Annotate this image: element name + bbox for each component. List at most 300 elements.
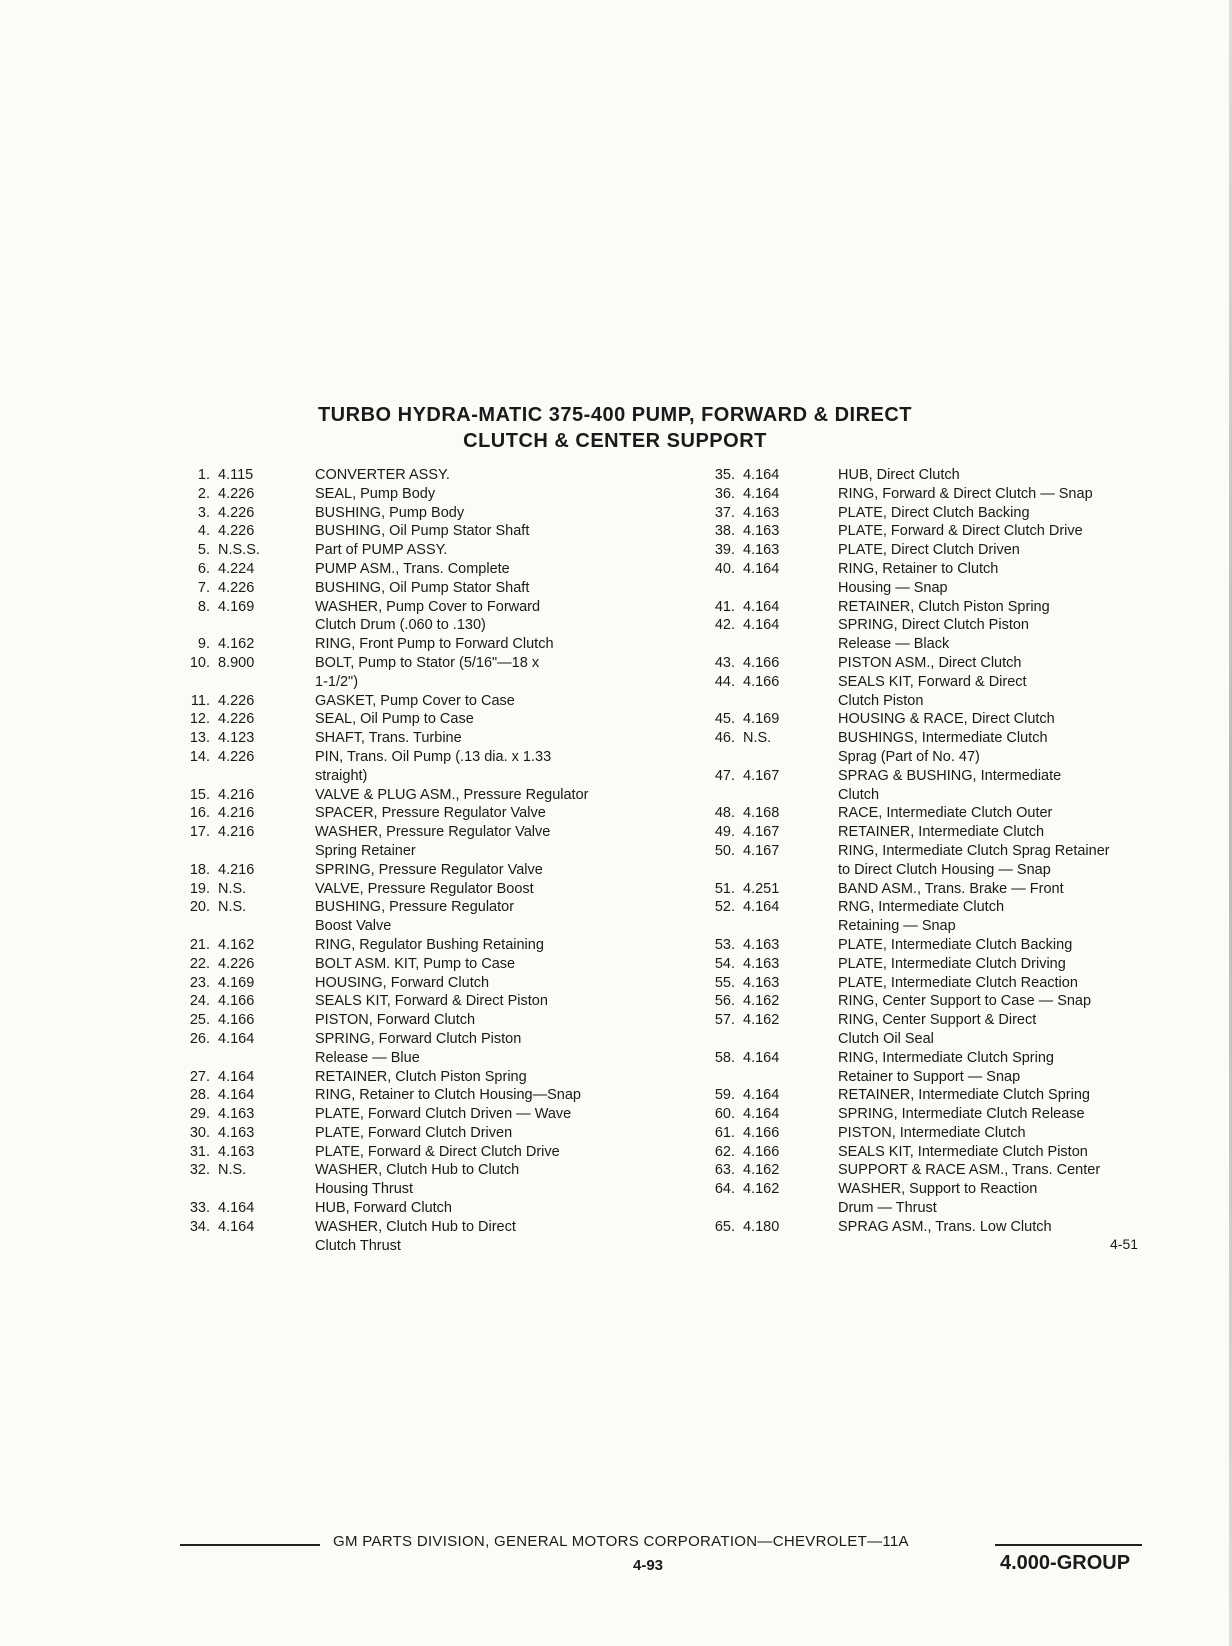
parts-list-item xyxy=(175,823,645,861)
part-description xyxy=(813,1161,1180,1180)
page-reference: 4-51 xyxy=(1110,1236,1139,1252)
description-line: HOUSING, Forward Clutch xyxy=(315,974,490,991)
part-description xyxy=(288,974,645,993)
group-code: 4.168 xyxy=(743,805,780,822)
item-number: 30. xyxy=(189,1124,210,1141)
parts-list-item xyxy=(700,616,1180,654)
part-description xyxy=(813,729,1180,767)
description-line: RETAINER, Intermediate Clutch Spring xyxy=(838,1087,1090,1104)
parts-list-item xyxy=(700,898,1180,936)
description-line: Spring Retainer xyxy=(315,842,416,859)
part-description xyxy=(288,692,645,711)
parts-list-item xyxy=(700,823,1180,842)
part-description xyxy=(288,1124,645,1143)
description-line: RING, Retainer to Clutch xyxy=(838,560,999,577)
item-number: 47. xyxy=(714,767,735,784)
item-number: 51. xyxy=(714,880,735,897)
group-code: 4.164 xyxy=(218,1087,255,1104)
part-description xyxy=(813,823,1180,842)
group-code: 4.167 xyxy=(743,842,780,859)
description-line: RETAINER, Clutch Piston Spring xyxy=(315,1068,527,1085)
description-line: RING, Intermediate Clutch Sprag Retainer xyxy=(838,842,1110,859)
footer-rule-left xyxy=(180,1544,320,1546)
part-description xyxy=(813,1180,1180,1218)
group-code: 4.162 xyxy=(218,636,255,653)
parts-list-item xyxy=(175,786,645,805)
description-line: RING, Center Support to Case — Snap xyxy=(838,993,1092,1010)
part-description xyxy=(288,541,645,560)
item-number: 37. xyxy=(714,504,735,521)
footer-group-label: 4.000-GROUP xyxy=(1000,1552,1131,1574)
parts-list-item xyxy=(175,654,645,692)
parts-list-item xyxy=(700,504,1180,523)
item-number: 28. xyxy=(189,1087,210,1104)
group-code: 4.166 xyxy=(743,1124,780,1141)
group-code: 4.163 xyxy=(743,542,780,559)
part-description xyxy=(813,898,1180,936)
description-line: SEALS KIT, Forward & Direct Piston xyxy=(315,993,548,1010)
part-description xyxy=(288,1105,645,1124)
group-code: 4.226 xyxy=(218,523,255,540)
item-number: 49. xyxy=(714,824,735,841)
parts-list-item xyxy=(700,560,1180,598)
description-line: WASHER, Support to Reaction xyxy=(838,1181,1038,1198)
item-number: 17. xyxy=(189,824,210,841)
description-line: RETAINER, Clutch Piston Spring xyxy=(838,598,1050,615)
parts-list-item xyxy=(175,804,645,823)
description-line: BOLT, Pump to Stator (5/16"—18 x xyxy=(315,654,540,671)
description-line: PLATE, Forward & Direct Clutch Drive xyxy=(315,1143,560,1160)
parts-list-item xyxy=(175,880,645,899)
group-code: 4.115 xyxy=(218,467,254,483)
description-line: Sprag (Part of No. 47) xyxy=(838,748,980,765)
part-description xyxy=(813,992,1180,1011)
parts-list-item xyxy=(700,710,1180,729)
parts-list-item xyxy=(175,936,645,955)
description-line: HUB, Forward Clutch xyxy=(315,1200,452,1217)
group-code: 4.166 xyxy=(743,654,780,671)
part-description xyxy=(288,654,645,692)
description-line: Clutch Oil Seal xyxy=(838,1030,934,1047)
parts-list-item xyxy=(175,485,645,504)
item-number: 59. xyxy=(714,1087,735,1104)
part-description xyxy=(288,898,645,936)
description-line: straight) xyxy=(315,767,368,784)
part-description xyxy=(288,955,645,974)
group-code: 4.226 xyxy=(218,579,255,596)
item-number: 52. xyxy=(714,899,735,916)
description-line: SPACER, Pressure Regulator Valve xyxy=(315,805,546,822)
item-number: 43. xyxy=(714,654,735,671)
description-line: SPRAG & BUSHING, Intermediate xyxy=(838,767,1062,784)
part-description xyxy=(813,974,1180,993)
part-description xyxy=(288,748,645,786)
parts-list-item xyxy=(175,1011,645,1030)
group-code: 4.226 xyxy=(218,485,255,502)
description-line: BUSHING, Pressure Regulator xyxy=(315,899,515,916)
parts-list-item xyxy=(700,974,1180,993)
description-line: BUSHING, Oil Pump Stator Shaft xyxy=(315,579,530,596)
item-number: 33. xyxy=(189,1200,210,1217)
footer-publisher: GM PARTS DIVISION, GENERAL MOTORS CORPORATION—CHEVROLET—11A xyxy=(333,1533,909,1550)
description-line: Release — Blue xyxy=(315,1049,420,1066)
parts-list-item xyxy=(175,1105,645,1124)
part-description xyxy=(813,1218,1180,1237)
item-number: 13. xyxy=(189,730,210,747)
part-description xyxy=(288,804,645,823)
group-code: 4.180 xyxy=(743,1218,780,1235)
item-number: 16. xyxy=(189,805,210,822)
group-code: 4.164 xyxy=(743,467,780,483)
item-number: 9. xyxy=(197,636,210,653)
parts-list-item xyxy=(175,898,645,936)
part-description xyxy=(288,710,645,729)
parts-list-item xyxy=(175,1218,645,1256)
group-code: 4.123 xyxy=(218,730,255,747)
group-code: 4.216 xyxy=(218,786,255,803)
group-code: N.S. xyxy=(743,730,772,747)
group-code: 4.163 xyxy=(743,974,780,991)
description-line: WASHER, Clutch Hub to Clutch xyxy=(315,1162,520,1179)
part-description xyxy=(813,1086,1180,1105)
part-description xyxy=(813,1124,1180,1143)
group-code: 4.216 xyxy=(218,805,255,822)
item-number: 55. xyxy=(714,974,735,991)
part-description xyxy=(288,522,645,541)
item-number: 19. xyxy=(189,880,210,897)
part-description xyxy=(288,1030,645,1068)
item-number: 38. xyxy=(714,523,735,540)
description-line: PISTON, Intermediate Clutch xyxy=(838,1124,1026,1141)
item-number: 25. xyxy=(189,1012,210,1029)
parts-list-item xyxy=(175,974,645,993)
group-code: 4.166 xyxy=(743,1143,780,1160)
description-line: PLATE, Forward Clutch Driven xyxy=(315,1124,513,1141)
part-description xyxy=(813,710,1180,729)
description-line: SHAFT, Trans. Turbine xyxy=(315,730,462,747)
group-code: 4.164 xyxy=(743,617,780,634)
parts-list-item xyxy=(175,692,645,711)
parts-list-item xyxy=(175,522,645,541)
group-code: 4.226 xyxy=(218,504,255,521)
description-line: HOUSING & RACE, Direct Clutch xyxy=(838,711,1055,728)
part-description xyxy=(288,880,645,899)
part-description xyxy=(813,560,1180,598)
description-line: PLATE, Intermediate Clutch Backing xyxy=(838,936,1073,953)
group-code: 4.162 xyxy=(743,1012,780,1029)
item-number: 56. xyxy=(714,993,735,1010)
group-code: 4.164 xyxy=(743,1106,780,1123)
part-description xyxy=(288,579,645,598)
parts-list-item xyxy=(700,1143,1180,1162)
description-line: Housing Thrust xyxy=(315,1181,414,1198)
part-description xyxy=(813,598,1180,617)
item-number: 27. xyxy=(189,1068,210,1085)
part-description xyxy=(813,522,1180,541)
description-line: Retaining — Snap xyxy=(838,918,956,935)
parts-list-item xyxy=(700,654,1180,673)
item-number: 60. xyxy=(714,1106,735,1123)
item-number: 48. xyxy=(714,805,735,822)
description-line: RING, Intermediate Clutch Spring xyxy=(838,1049,1054,1066)
item-number: 12. xyxy=(189,711,210,728)
parts-list-item xyxy=(175,748,645,786)
parts-list-item xyxy=(175,504,645,523)
footer-rule-right xyxy=(995,1544,1142,1546)
description-line: RING, Regulator Bushing Retaining xyxy=(315,936,544,953)
parts-list-item xyxy=(175,1124,645,1143)
item-number: 1. xyxy=(197,467,210,483)
description-line: PUMP ASM., Trans. Complete xyxy=(315,560,510,577)
group-code: 4.164 xyxy=(743,1087,780,1104)
description-line: SPRING, Direct Clutch Piston xyxy=(838,617,1029,634)
group-code: 4.251 xyxy=(743,880,780,897)
description-line: to Direct Clutch Housing — Snap xyxy=(838,861,1051,878)
description-line: VALVE & PLUG ASM., Pressure Regulator xyxy=(315,786,589,803)
item-number: 3. xyxy=(197,504,210,521)
parts-list-item xyxy=(175,1030,645,1068)
part-description xyxy=(288,504,645,523)
item-number: 46. xyxy=(714,730,735,747)
description-line: SEALS KIT, Intermediate Clutch Piston xyxy=(838,1143,1088,1160)
description-line: RING, Center Support & Direct xyxy=(838,1012,1037,1029)
parts-list-item xyxy=(700,955,1180,974)
parts-list-item xyxy=(700,541,1180,560)
part-description xyxy=(813,1143,1180,1162)
description-line: SEAL, Oil Pump to Case xyxy=(315,711,474,728)
parts-list-item xyxy=(700,842,1180,880)
part-description xyxy=(813,466,1180,485)
part-description xyxy=(288,560,645,579)
group-code: N.S. xyxy=(218,1162,247,1179)
item-number: 14. xyxy=(189,748,210,765)
item-number: 63. xyxy=(714,1162,735,1179)
item-number: 22. xyxy=(189,955,210,972)
parts-list-item xyxy=(700,1086,1180,1105)
parts-list-item xyxy=(700,767,1180,805)
group-code: N.S. xyxy=(218,899,247,916)
group-code: 4.216 xyxy=(218,824,255,841)
description-line: RING, Front Pump to Forward Clutch xyxy=(315,636,554,653)
part-description xyxy=(288,936,645,955)
parts-list-item xyxy=(175,598,645,636)
part-description xyxy=(288,1218,645,1256)
item-number: 26. xyxy=(189,1030,210,1047)
group-code: 4.163 xyxy=(743,504,780,521)
description-line: SPRING, Pressure Regulator Valve xyxy=(315,861,543,878)
parts-list-item xyxy=(175,466,645,485)
description-line: SUPPORT & RACE ASM., Trans. Center xyxy=(838,1162,1101,1179)
parts-list-item xyxy=(175,955,645,974)
group-code: 4.169 xyxy=(218,598,255,615)
part-description xyxy=(288,1199,645,1218)
group-code: 4.167 xyxy=(743,824,780,841)
part-description xyxy=(813,936,1180,955)
item-number: 34. xyxy=(189,1218,210,1235)
group-code: 4.226 xyxy=(218,711,255,728)
parts-list-item xyxy=(700,992,1180,1011)
parts-list-item xyxy=(700,1011,1180,1049)
parts-list-item xyxy=(700,466,1180,485)
description-line: PLATE, Forward Clutch Driven — Wave xyxy=(315,1106,572,1123)
parts-list-item xyxy=(700,804,1180,823)
group-code: 4.164 xyxy=(743,560,780,577)
description-line: Clutch xyxy=(838,786,880,803)
description-line: RACE, Intermediate Clutch Outer xyxy=(838,805,1053,822)
description-line: Housing — Snap xyxy=(838,579,948,596)
part-description xyxy=(813,804,1180,823)
part-description xyxy=(288,1086,645,1105)
item-number: 40. xyxy=(714,560,735,577)
part-description xyxy=(288,1143,645,1162)
parts-list-item xyxy=(175,710,645,729)
part-description xyxy=(813,541,1180,560)
group-code: 4.162 xyxy=(743,993,780,1010)
parts-list-left-column xyxy=(175,466,645,1255)
item-number: 41. xyxy=(714,598,735,615)
part-description xyxy=(813,880,1180,899)
parts-list-item xyxy=(700,1161,1180,1180)
item-number: 65. xyxy=(714,1218,735,1235)
parts-list-item xyxy=(175,579,645,598)
description-line: VALVE, Pressure Regulator Boost xyxy=(315,880,534,897)
description-line: SPRAG ASM., Trans. Low Clutch xyxy=(838,1218,1052,1235)
item-number: 36. xyxy=(714,485,735,502)
item-number: 58. xyxy=(714,1049,735,1066)
parts-list-item xyxy=(175,541,645,560)
part-description xyxy=(813,955,1180,974)
part-description xyxy=(288,861,645,880)
parts-list-item xyxy=(700,673,1180,711)
group-code: 4.164 xyxy=(743,598,780,615)
item-number: 64. xyxy=(714,1181,735,1198)
page-title-line-1: TURBO HYDRA-MATIC 375-400 PUMP, FORWARD & DIRECT xyxy=(317,404,913,426)
description-line: PISTON ASM., Direct Clutch xyxy=(838,654,1022,671)
description-line: RETAINER, Intermediate Clutch xyxy=(838,824,1045,841)
part-description xyxy=(288,1011,645,1030)
page-title-line-2: CLUTCH & CENTER SUPPORT xyxy=(463,430,767,452)
description-line: Retainer to Support — Snap xyxy=(838,1068,1021,1085)
item-number: 6. xyxy=(197,560,210,577)
item-number: 54. xyxy=(714,955,735,972)
item-number: 44. xyxy=(714,673,735,690)
description-line: BUSHINGS, Intermediate Clutch xyxy=(838,730,1048,747)
part-description xyxy=(813,1011,1180,1049)
description-line: 1-1/2") xyxy=(315,673,359,690)
part-description xyxy=(813,767,1180,805)
group-code: 4.163 xyxy=(218,1106,255,1123)
group-code: 4.224 xyxy=(218,560,255,577)
item-number: 32. xyxy=(189,1162,210,1179)
group-code: 4.163 xyxy=(743,955,780,972)
parts-list-item xyxy=(175,1143,645,1162)
description-line: PLATE, Intermediate Clutch Reaction xyxy=(838,974,1078,991)
parts-list-item xyxy=(175,1161,645,1199)
item-number: 29. xyxy=(189,1106,210,1123)
group-code: 4.166 xyxy=(218,1012,255,1029)
group-code: 4.162 xyxy=(743,1181,780,1198)
part-description xyxy=(288,598,645,636)
description-line: SEAL, Pump Body xyxy=(315,485,436,502)
item-number: 10. xyxy=(189,654,210,671)
part-description xyxy=(288,786,645,805)
part-description xyxy=(288,485,645,504)
item-number: 61. xyxy=(714,1124,735,1141)
part-description xyxy=(288,729,645,748)
description-line: RING, Retainer to Clutch Housing—Snap xyxy=(315,1087,581,1104)
group-code: 4.164 xyxy=(743,1049,780,1066)
parts-list-item xyxy=(700,1049,1180,1087)
parts-list-item xyxy=(700,1105,1180,1124)
item-number: 50. xyxy=(714,842,735,859)
description-line: PISTON, Forward Clutch xyxy=(315,1012,476,1029)
group-code: 4.163 xyxy=(743,523,780,540)
parts-list-item xyxy=(700,598,1180,617)
group-code: 4.216 xyxy=(218,861,255,878)
part-description xyxy=(288,823,645,861)
group-code: 4.226 xyxy=(218,748,255,765)
footer-page-number: 4-93 xyxy=(633,1557,664,1574)
item-number: 45. xyxy=(714,711,735,728)
description-line: WASHER, Pump Cover to Forward xyxy=(315,598,541,615)
part-description xyxy=(813,654,1180,673)
item-number: 39. xyxy=(714,542,735,559)
description-line: RNG, Intermediate Clutch xyxy=(838,899,1005,916)
description-line: Clutch Piston xyxy=(838,692,924,709)
group-code: 4.226 xyxy=(218,955,255,972)
parts-list-item xyxy=(700,936,1180,955)
group-code: 4.164 xyxy=(218,1030,255,1047)
group-code: 4.162 xyxy=(218,936,255,953)
description-line: PLATE, Intermediate Clutch Driving xyxy=(838,955,1066,972)
parts-list-item xyxy=(700,1180,1180,1218)
parts-list-item xyxy=(175,861,645,880)
part-description xyxy=(813,1105,1180,1124)
description-line: Boost Valve xyxy=(315,918,392,935)
description-line: Clutch Drum (.060 to .130) xyxy=(315,617,486,634)
item-number: 21. xyxy=(189,936,210,953)
group-code: 4.166 xyxy=(218,993,255,1010)
description-line: Drum — Thrust xyxy=(838,1200,937,1217)
parts-list-item xyxy=(700,729,1180,767)
group-code: 4.163 xyxy=(218,1124,255,1141)
item-number: 20. xyxy=(189,899,210,916)
group-code: 4.169 xyxy=(743,711,780,728)
group-code: N.S. xyxy=(218,880,247,897)
group-code: N.S.S. xyxy=(218,542,260,559)
group-code: 4.167 xyxy=(743,767,780,784)
group-code: 8.900 xyxy=(218,654,255,671)
group-code: 4.226 xyxy=(218,692,255,709)
item-number: 53. xyxy=(714,936,735,953)
description-line: WASHER, Clutch Hub to Direct xyxy=(315,1218,516,1235)
part-description xyxy=(813,842,1180,880)
parts-list-item xyxy=(175,1068,645,1087)
item-number: 42. xyxy=(714,617,735,634)
part-description xyxy=(813,485,1180,504)
description-line: CONVERTER ASSY. xyxy=(315,467,450,483)
description-line: SEALS KIT, Forward & Direct xyxy=(838,673,1027,690)
parts-list-item xyxy=(175,992,645,1011)
item-number: 8. xyxy=(197,598,210,615)
part-description xyxy=(288,466,645,485)
description-line: GASKET, Pump Cover to Case xyxy=(315,692,515,709)
description-line: PLATE, Direct Clutch Backing xyxy=(838,504,1030,521)
parts-list-item xyxy=(175,1086,645,1105)
group-code: 4.164 xyxy=(218,1218,255,1235)
part-description xyxy=(288,992,645,1011)
item-number: 23. xyxy=(189,974,210,991)
